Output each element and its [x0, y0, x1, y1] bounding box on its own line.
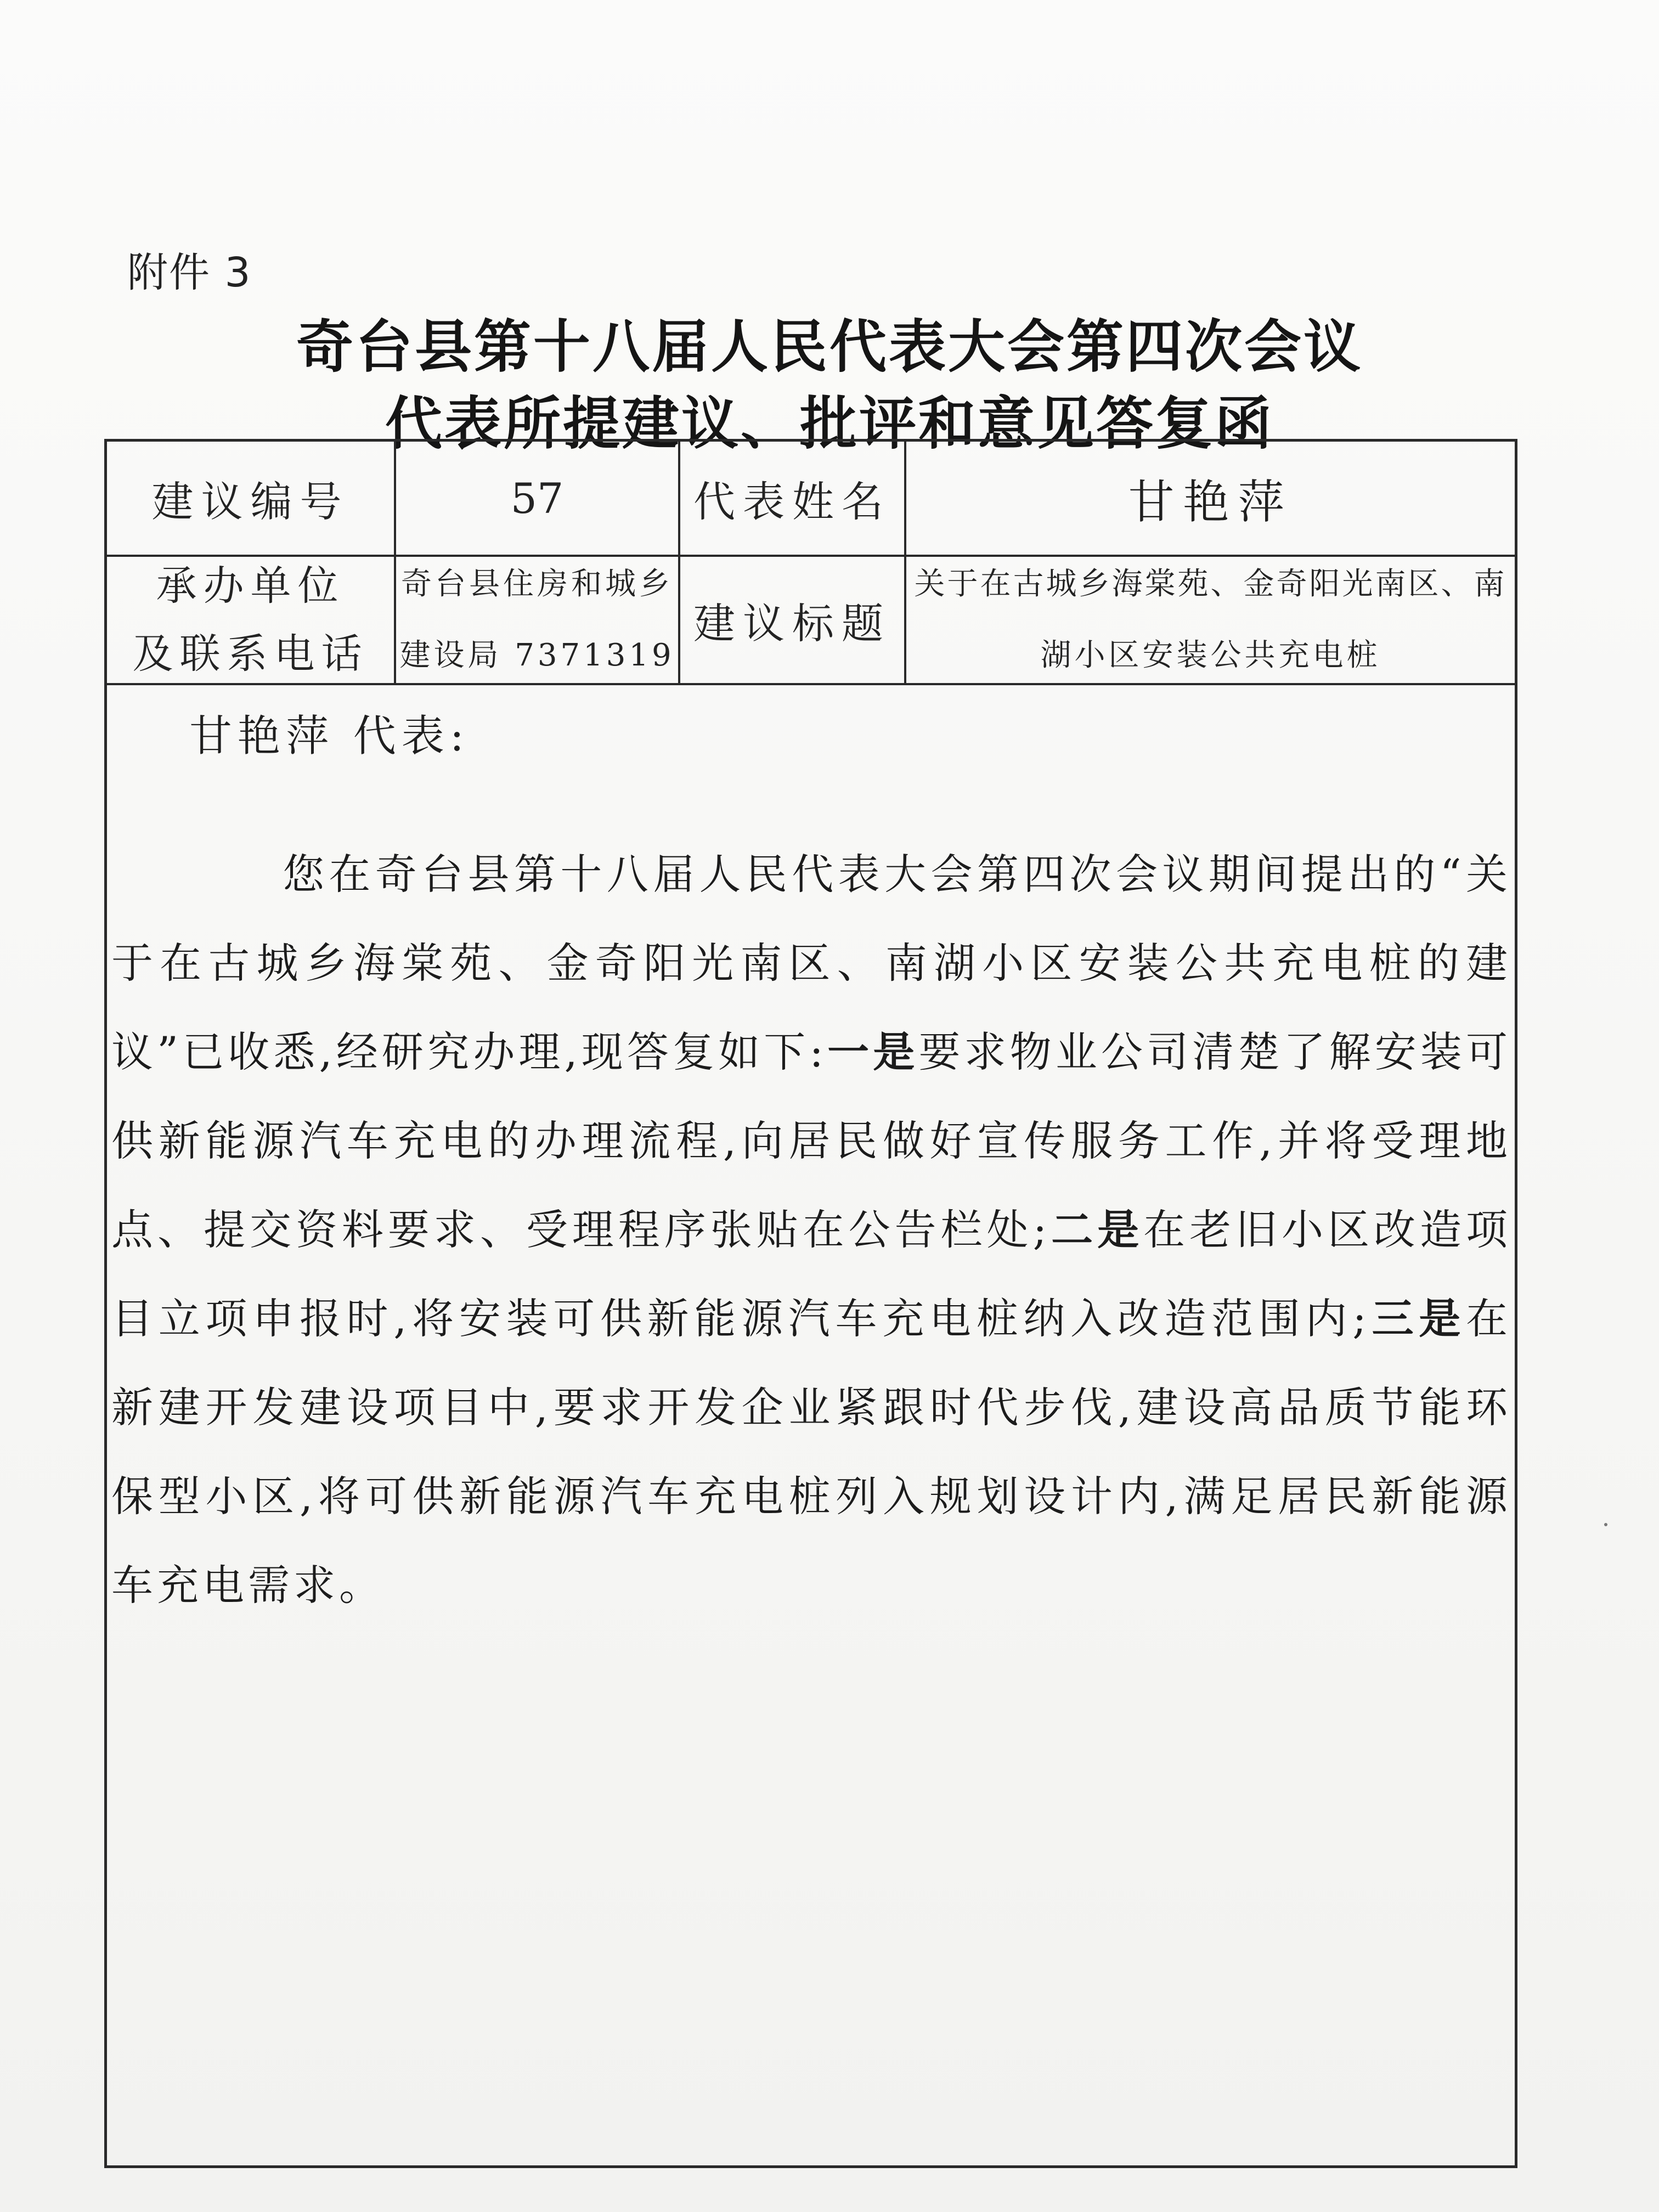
deputy-name: 甘艳萍	[1128, 475, 1293, 529]
point3-head: 三是	[1370, 1294, 1466, 1343]
proposal-number: 57	[510, 473, 564, 523]
unit-value-line2: 建设局 7371319	[399, 637, 675, 673]
unit-label-line1: 承办单位	[156, 562, 345, 610]
attachment-label: 附件 3	[127, 249, 252, 296]
number-label: 建议编号	[151, 477, 349, 526]
reply-form-table	[104, 439, 1517, 2168]
reply-paragraph	[111, 830, 1511, 1630]
point2-head: 二是	[1051, 1205, 1144, 1254]
reply-intro: 您在奇台县第十八届人民代表大会第四次会议期间提出的“关于在古城乡海棠苑、金奇阳光南区、南湖小区安装公共充电桩的建议”已收悉,经研究办理,现答复如下:	[111, 850, 1511, 1076]
unit-label-line2: 及联系电话	[132, 630, 369, 678]
proposal-title-line2: 湖小区安装公共充电桩	[1040, 637, 1381, 673]
deputy-value-cell	[906, 442, 1515, 557]
document-title-line2: 代表所提建议、批评和意见答复函	[385, 390, 1274, 457]
point3-text: 在新建开发建设项目中,要求开发企业紧跟时代步伐,建设高品质节能环保型小区,将可供新能源汽车充电桩列入规划设计内,满足居民新能源车充电需求。	[111, 1294, 1511, 1610]
paper-speck	[1604, 1523, 1607, 1526]
point1-text: 要求物业公司清楚了解安装可供新能源汽车充电的办理流程,向居民做好宣传服务工作,并将受理地点、提交资料要求、受理程序张贴在公告栏处;	[111, 1028, 1512, 1254]
unit-value-cell	[396, 557, 680, 685]
point1-head: 一是	[827, 1028, 919, 1076]
unit-label-cell	[107, 557, 396, 685]
deputy-label: 代表姓名	[693, 477, 891, 526]
point2-text: 在老旧小区改造项目立项申报时,将安装可供新能源汽车充电桩纳入改造范围内;	[111, 1205, 1512, 1343]
salutation: 甘艳萍 代表:	[189, 712, 470, 761]
deputy-label-cell	[680, 442, 906, 557]
unit-value-line1: 奇台县住房和城乡	[401, 566, 673, 602]
proposal-title-line1: 关于在古城乡海棠苑、金奇阳光南区、南	[914, 566, 1507, 602]
number-value-cell	[396, 442, 680, 557]
proposal-title-label: 建议标题	[693, 599, 891, 648]
title-label-cell	[680, 557, 906, 685]
number-label-cell	[107, 442, 396, 557]
title-value-cell	[906, 557, 1515, 685]
reply-body	[107, 685, 1515, 2165]
document-title-line1: 奇台县第十八届人民代表大会第四次会议	[296, 313, 1363, 380]
